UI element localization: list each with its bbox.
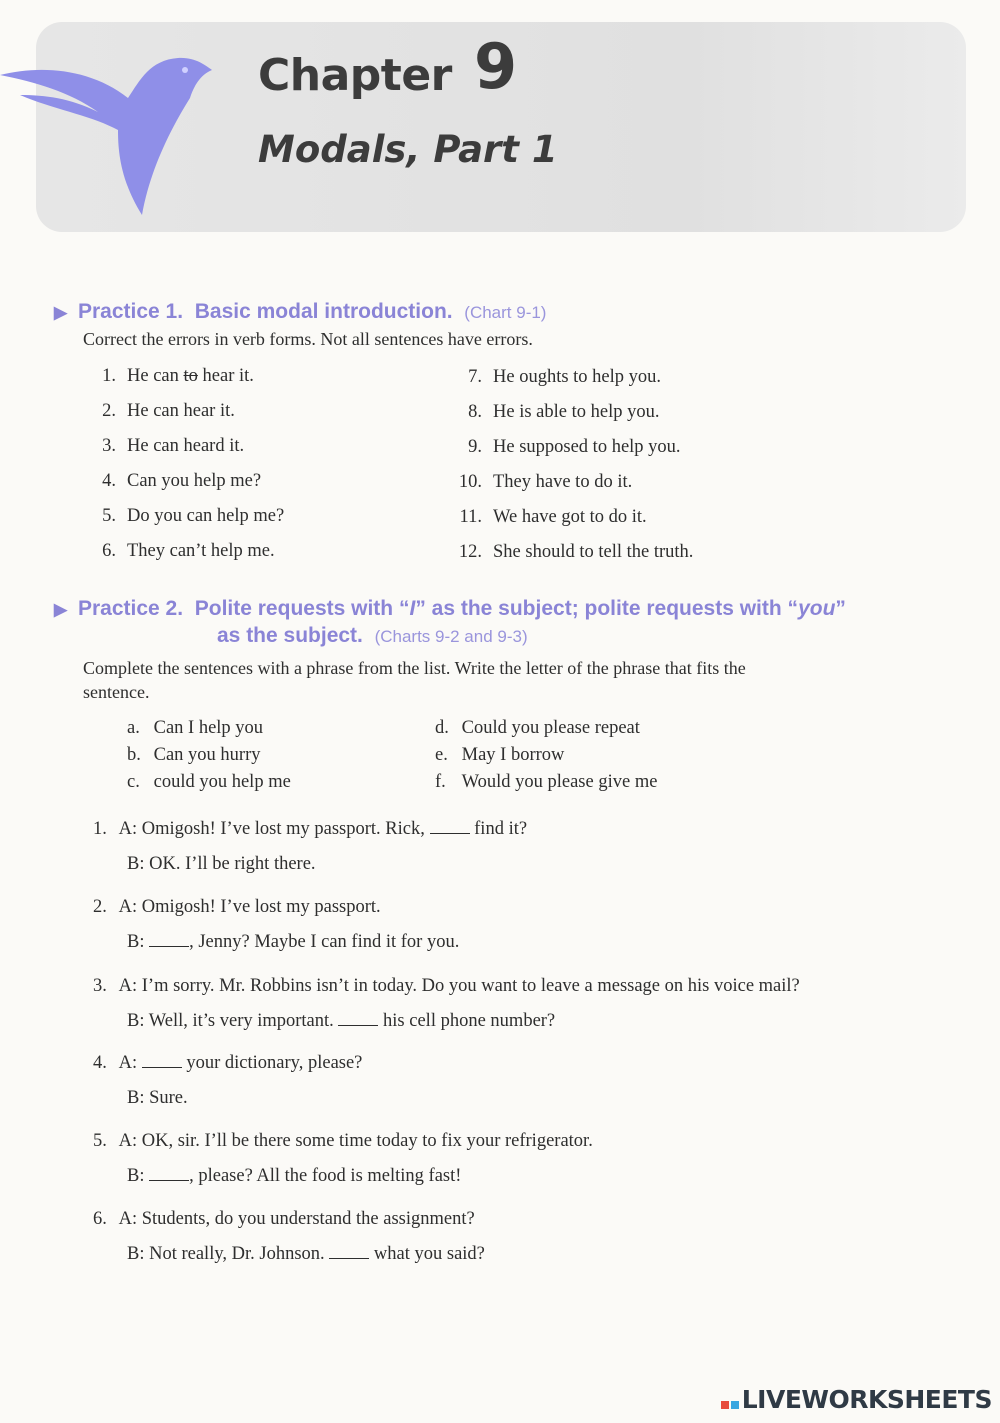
bird-icon xyxy=(0,20,230,215)
option-item: b. Can you hurry xyxy=(127,745,261,765)
liveworksheets-logo: LIVEWORKSHEETS xyxy=(720,1385,992,1416)
practice-1-item: 5. Do you can help me? xyxy=(102,506,285,526)
practice-1-item: 12. She should to tell the truth. xyxy=(458,542,694,562)
answer-blank[interactable] xyxy=(149,1167,189,1181)
answer-blank[interactable] xyxy=(338,1012,378,1026)
practice-1-item: 11. We have got to do it. xyxy=(459,507,647,527)
practice-1-heading: ▶ Practice 1. Basic modal introduction. (Chart 9-1) xyxy=(54,300,547,323)
option-item: c. could you help me xyxy=(127,772,291,792)
practice-1-item: 9. He supposed to help you. xyxy=(468,437,681,457)
answer-blank[interactable] xyxy=(149,933,189,947)
option-item: a. Can I help you xyxy=(127,718,264,738)
chapter-label: Chapter xyxy=(258,50,452,101)
arrow-right-icon: ▶ xyxy=(54,600,68,619)
practice-1-item: 7. He oughts to help you. xyxy=(468,367,662,387)
dialogue-line-a: 3. A: I’m sorry. Mr. Robbins isn’t in today. Do you want to leave a message on his voice mail? xyxy=(93,976,800,996)
practice-2-instruction: Complete the sentences with a phrase from the list. Write the letter of the phrase that fits the sentence. xyxy=(83,658,746,702)
practice-1-item: 6. They can’t help me. xyxy=(102,541,275,561)
practice-1-item: 10. They have to do it. xyxy=(458,472,633,492)
option-item: f. Would you please give me xyxy=(435,772,658,792)
dialogue-line-a: 5. A: OK, sir. I’ll be there some time today to fix your refrigerator. xyxy=(93,1131,593,1151)
answer-blank[interactable] xyxy=(142,1054,182,1068)
practice-1-item: 2. He can hear it. xyxy=(102,401,235,421)
practice-1-item: 3. He can heard it. xyxy=(102,436,245,456)
dialogue-line-a: 1. A: Omigosh! I’ve lost my passport. Rick, find it? xyxy=(93,819,528,839)
dialogue-line-b: B: Not really, Dr. Johnson. what you said? xyxy=(127,1244,485,1264)
practice-1-item: 4. Can you help me? xyxy=(102,471,262,491)
dialogue-line-b: B: OK. I’ll be right there. xyxy=(127,854,316,874)
struck-word: to xyxy=(183,366,198,386)
answer-blank[interactable] xyxy=(329,1245,369,1259)
practice-1-item: 8. He is able to help you. xyxy=(468,402,660,422)
arrow-right-icon: ▶ xyxy=(54,303,68,322)
dialogue-line-b: B: , Jenny? Maybe I can find it for you. xyxy=(127,932,460,952)
chapter-number: 9 xyxy=(474,30,518,103)
practice-1-instruction: Correct the errors in verb forms. Not all sentences have errors. xyxy=(83,329,533,349)
logo-icon xyxy=(720,1386,740,1415)
answer-blank[interactable] xyxy=(430,820,470,834)
dialogue-line-a: 2. A: Omigosh! I’ve lost my passport. xyxy=(93,897,381,917)
practice-2-heading-cont: as the subject. (Charts 9-2 and 9-3) xyxy=(217,624,528,647)
chart-reference: (Charts 9-2 and 9-3) xyxy=(374,627,528,646)
option-item: e. May I borrow xyxy=(435,745,565,765)
dialogue-line-b: B: , please? All the food is melting fast! xyxy=(127,1166,462,1186)
dialogue-line-b: B: Sure. xyxy=(127,1088,188,1108)
dialogue-line-a: 4. A: your dictionary, please? xyxy=(93,1053,363,1073)
option-item: d. Could you please repeat xyxy=(435,718,640,738)
dialogue-line-a: 6. A: Students, do you understand the assignment? xyxy=(93,1209,475,1229)
chart-reference: (Chart 9-1) xyxy=(464,303,547,322)
practice-1-item: 1. He can to hear it. xyxy=(102,366,254,386)
chapter-title: Modals, Part 1 xyxy=(258,128,558,171)
dialogue-line-b: B: Well, it’s very important. his cell phone number? xyxy=(127,1011,556,1031)
practice-2-heading: ▶ Practice 2. Polite requests with “I” as the subject; polite requests with “you” xyxy=(54,597,846,620)
